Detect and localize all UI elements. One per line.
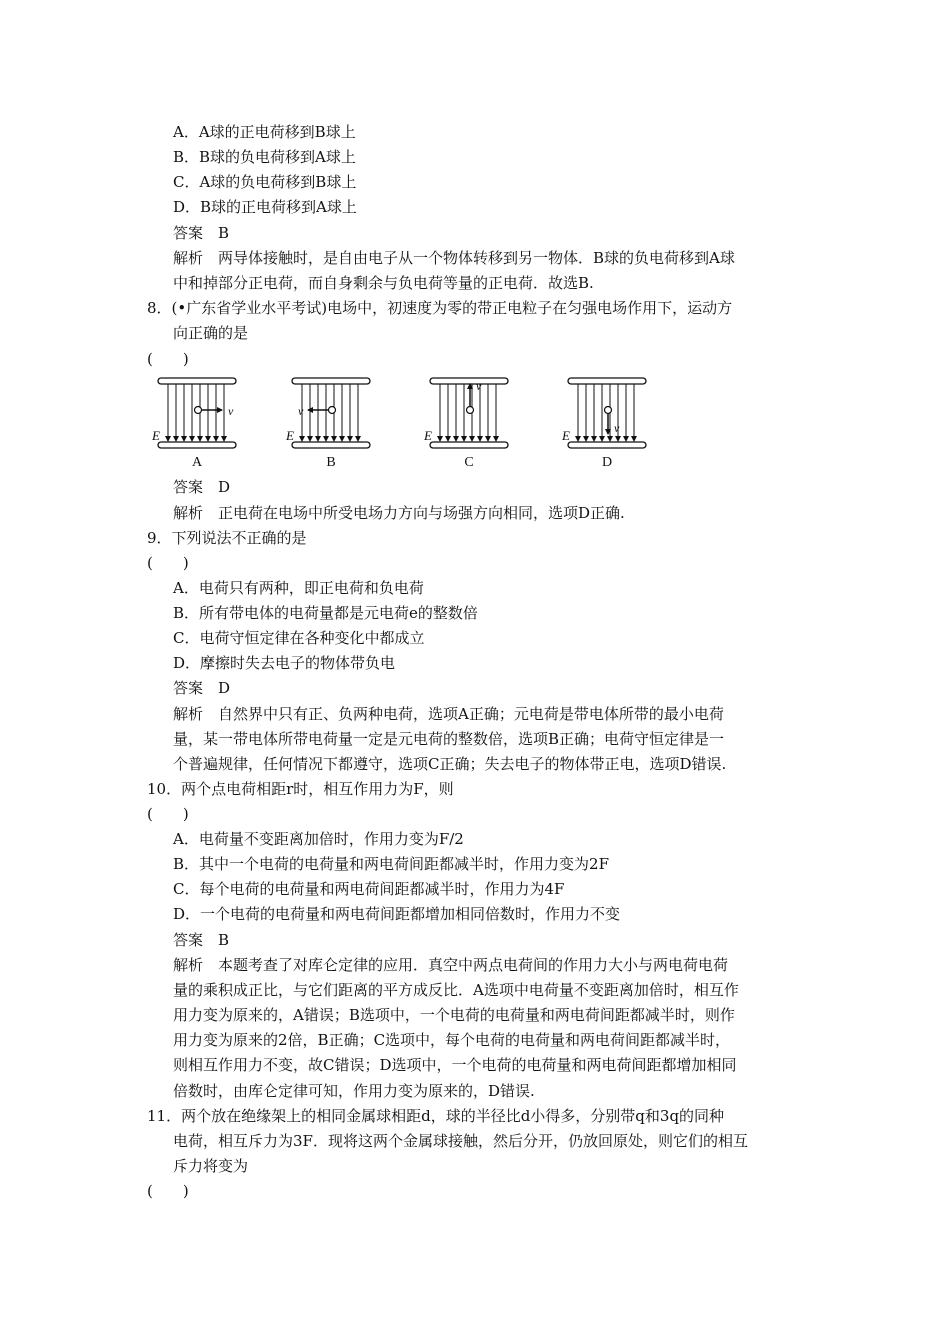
q7-option-d: D．B球的正电荷移到A球上 [173,198,357,216]
q8-answer-bracket: ( ) [147,350,189,368]
q10-analysis-line: 量的乘积成正比，与它们距离的平方成反比．A选项中电荷量不变距离加倍时，相互作 [173,981,739,999]
q7-option-c: C．A球的负电荷移到B球上 [173,173,357,191]
field-label: E [286,428,294,443]
field-panel-c [423,378,508,470]
field-panel-b [285,378,370,470]
top-plate [158,378,236,384]
top-plate [292,378,370,384]
q10-answer: 答案 B [173,931,230,949]
bottom-plate [568,442,646,448]
field-label: E [152,428,160,443]
velocity-label: v [228,404,234,418]
q11-stem-line: 11．两个放在绝缘架上的相同金属球相距d，球的半径比d小得多，分别带q和3q的同种 [147,1107,725,1125]
q9-option-d: D．摩擦时失去电子的物体带负电 [173,654,396,672]
q7-analysis-line: 中和掉部分正电荷，而自身剩余与负电荷等量的正电荷．故选B. [173,274,594,292]
q9-analysis-line: 量，某一带电体所带电荷量一定是元电荷的整数倍，选项B正确；电荷守恒定律是一 [173,730,725,748]
top-plate [430,378,508,384]
particle-circle [605,407,612,414]
panel-label: D [601,455,613,470]
panel-label: C [464,455,474,470]
particle-circle [329,407,336,414]
q8-analysis-line: 解析 正电荷在电场中所受电场力方向与场强方向相同，选项D正确. [173,504,625,522]
q10-analysis-line: 倍数时，由库仑定律可知，作用力变为原来的，D错误. [173,1082,535,1100]
field-panel-d [561,378,646,470]
particle-circle [195,407,202,414]
q10-analysis-line: 用力变为原来的2倍，B正确；C选项中，每个电荷的电荷量和两电荷间距都减半时， [173,1031,731,1049]
particle-circle [467,407,474,414]
q10-option-c: C．每个电荷的电荷量和两电荷间距都减半时，作用力为4F [173,880,565,898]
q11-stem-line: 斥力将变为 [173,1157,249,1175]
q7-option-a: A．A球的正电荷移到B球上 [173,123,356,141]
velocity-label: v [476,379,482,393]
panel-label: B [326,455,336,470]
bottom-plate [292,442,370,448]
velocity-label: v [298,404,304,418]
q9-analysis-line: 个普遍规律，任何情况下都遵守，选项C正确；失去电子的物体带正电，选项D错误. [173,755,727,773]
field-label: E [424,428,432,443]
q11-stem-line: 电荷，相互斥力为3F．现将这两个金属球接触，然后分开，仍放回原处，则它们的相互 [173,1132,748,1150]
q9-analysis-line: 解析 自然界中只有正、负两种电荷，选项A正确；元电荷是带电体所带的最小电荷 [173,705,724,723]
q10-analysis-line: 解析 本题考查了对库仑定律的应用．真空中两点电荷间的作用力大小与两电荷电荷 [173,956,729,974]
bottom-plate [158,442,236,448]
q10-analysis-line: 用力变为原来的，A错误；B选项中，一个电荷的电荷量和两电荷间距都减半时，则作 [173,1006,735,1024]
q11-answer-bracket: ( ) [147,1182,189,1200]
q10-analysis-line: 则相互作用力不变，故C错误；D选项中，一个电荷的电荷量和两电荷间距都增加相同 [173,1056,737,1074]
q9-answer: 答案 D [173,679,231,697]
q9-stem-line: 9．下列说法不正确的是 [147,529,307,547]
q9-answer-bracket: ( ) [147,554,189,572]
q9-option-c: C．电荷守恒定律在各种变化中都成立 [173,629,425,647]
q10-option-d: D．一个电荷的电荷量和两电荷间距都增加相同倍数时，作用力不变 [173,905,621,923]
panel-label: A [191,455,203,470]
q8-stem-line: 向正确的是 [173,324,249,342]
q7-option-b: B．B球的负电荷移到A球上 [173,148,356,166]
q10-answer-bracket: ( ) [147,805,189,823]
field-label: E [562,428,570,443]
bottom-plate [430,442,508,448]
q8-answer: 答案 D [173,478,231,496]
q10-option-a: A．电荷量不变距离加倍时，作用力变为F/2 [173,830,464,848]
field-panel-a [151,378,236,470]
q9-option-b: B．所有带电体的电荷量都是元电荷e的整数倍 [173,604,478,622]
q8-field-figure [150,374,670,474]
q8-stem-line: 8．(•广东省学业水平考试)电场中，初速度为零的带正电粒子在匀强电场作用下，运动方 [147,299,733,317]
top-plate [568,378,646,384]
q7-analysis-line: 解析 两导体接触时，是自由电子从一个物体转移到另一物体．B球的负电荷移到A球 [173,249,735,267]
velocity-label: v [614,421,620,435]
q9-option-a: A．电荷只有两种，即正电荷和负电荷 [173,579,424,597]
q7-answer: 答案 B [173,224,230,242]
q10-stem-line: 10．两个点电荷相距r时，相互作用力为F，则 [147,780,454,798]
q10-option-b: B．其中一个电荷的电荷量和两电荷间距都减半时，作用力变为2F [173,855,609,873]
